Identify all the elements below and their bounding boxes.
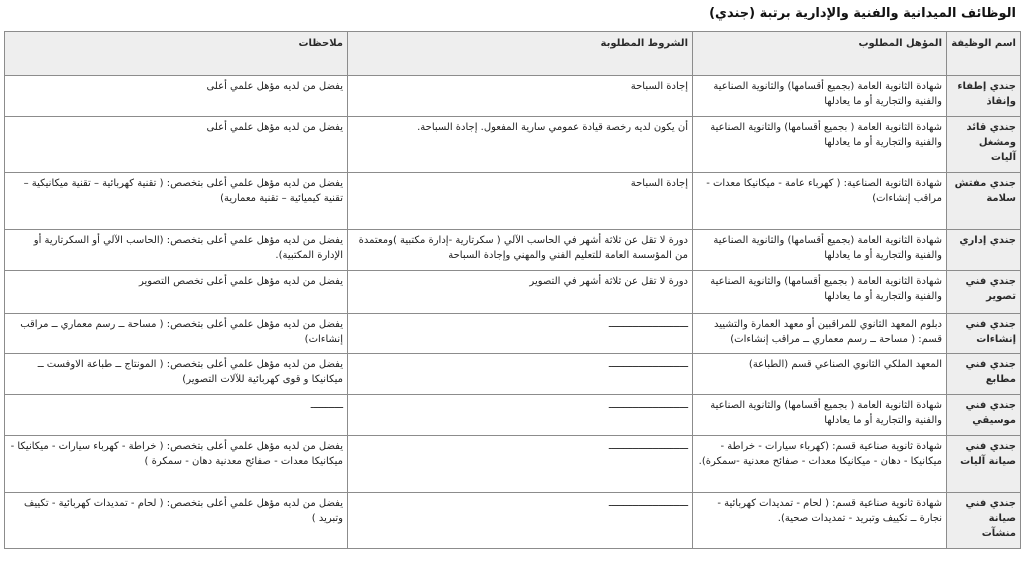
conditions-cell: أن يكون لديه رخصة قيادة عمومي سارية المفعول. إجادة السباحة. [348,117,693,173]
notes-cell: يفضل من لديه مؤهل علمي أعلى بتخصص: ( خراطة - كهرباء سيارات - ميكانيكا - ميكانيكا معدات - صفائح معدنية دهان - سمكرة ) [5,436,348,493]
qualification-cell: شهادة الثانوية العامة ( بجميع أقسامها) والثانوية الصناعية والفنية والتجارية أو ما يعادلها [693,271,947,314]
job-name-cell: جندي مفتش سلامة [947,173,1021,230]
notes-cell: يفضل من لديه مؤهل علمي أعلى بتخصص: (الحاسب الآلي أو السكرتارية أو الإدارة المكتبية). [5,230,348,271]
notes-cell: يفضل من لديه مؤهل علمي أعلى [5,76,348,117]
job-name-cell: جندي فني صيانة منشآت [947,493,1021,549]
job-name-cell: جندي فني إنشاءات [947,314,1021,354]
job-name-cell: جندي فني تصوير [947,271,1021,314]
conditions-cell: ـــــــــــــــــــــــــــ [348,436,693,493]
table-row [5,395,1021,436]
table-row [5,271,1021,314]
table-row [5,173,1021,230]
table-row [5,314,1021,354]
qualification-cell: شهادة ثانوية صناعية قسم: ( لحام - تمديدات كهربائية - نجارة ــ تكييف وتبريد - تمديدات صحية). [693,493,947,549]
header-conditions: الشروط المطلوبة [348,32,693,76]
notes-cell: يفضل من لديه مؤهل علمي أعلى [5,117,348,173]
table-row [5,117,1021,173]
job-name-cell: جندي فني موسيقي [947,395,1021,436]
qualification-cell: شهادة ثانوية صناعية قسم: (كهرباء سيارات - خراطة - ميكانيكا - دهان - ميكانيكا معدات - صفائح معدنية -سمكرة). [693,436,947,493]
conditions-cell: ـــــــــــــــــــــــــــ [348,354,693,395]
conditions-cell: ـــــــــــــــــــــــــــ [348,314,693,354]
header-row [5,32,1021,76]
job-name-cell: جندي إطفاء وإنقاذ [947,76,1021,117]
conditions-cell: إجادة السباحة [348,76,693,117]
conditions-cell: ـــــــــــــــــــــــــــ [348,395,693,436]
conditions-cell: إجادة السباحة [348,173,693,230]
job-name-cell: جندي قائد ومشغل آليات [947,117,1021,173]
qualification-cell: شهادة الثانوية العامة (بجميع أقسامها) والثانوية الصناعية والفنية والتجارية أو ما يعادلها [693,76,947,117]
notes-cell: يفضل من لديه مؤهل علمي أعلى بتخصص: ( المونتاج ــ طباعة الاوفست ــ ميكانيكا و قوى كهربائية للآلات التصوير) [5,354,348,395]
jobs-table [4,31,1021,549]
table-row [5,76,1021,117]
qualification-cell: شهادة الثانوية العامة ( بجميع أقسامها) والثانوية الصناعية والفنية والتجارية أو ما يعادلها [693,117,947,173]
header-notes: ملاحظات [5,32,348,76]
qualification-cell: شهادة الثانوية العامة (بجميع أقسامها) والثانوية الصناعية والفنية والتجارية أو ما يعادلها [693,230,947,271]
table-row [5,493,1021,549]
qualification-cell: دبلوم المعهد الثانوي للمراقبين أو معهد العمارة والتشييد قسم: ( مساحة ــ رسم معماري ــ مراقب إنشاءات) [693,314,947,354]
job-name-cell: جندي فني صيانة آليات [947,436,1021,493]
notes-cell: يفضل من لديه مؤهل علمي أعلى بتخصص: ( لحام - تمديدات كهربائية - تكييف وتبريد ) [5,493,348,549]
table-row [5,436,1021,493]
notes-cell: يفضل من لديه مؤهل علمي أعلى تخصص التصوير [5,271,348,314]
page-title: الوظائف الميدانية والفنية والإدارية برتبة (جندي) [709,6,1016,21]
qualification-cell: شهادة الثانوية العامة ( بجميع أقسامها) والثانوية الصناعية والفنية والتجارية أو ما يعادلها [693,395,947,436]
conditions-cell: دورة لا تقل عن ثلاثة أشهر في التصوير [348,271,693,314]
table-header [5,32,1021,76]
table-row [5,230,1021,271]
notes-cell: يفضل من لديه مؤهل علمي أعلى بتخصص: ( تقنية كهربائية – تقنية ميكانيكية – تقنية كيميائية – تقنية معمارية) [5,173,348,230]
qualification-cell: المعهد الملكي الثانوي الصناعي قسم (الطباعة) [693,354,947,395]
notes-cell: يفضل من لديه مؤهل علمي أعلى بتخصص: ( مساحة ــ رسم معماري ــ مراقب إنشاءات) [5,314,348,354]
table-row [5,354,1021,395]
job-name-cell: جندي إداري [947,230,1021,271]
job-name-cell: جندي فني مطابع [947,354,1021,395]
conditions-cell: دورة لا تقل عن ثلاثة أشهر في الحاسب الآلي ( سكرتارية -إدارة مكتبية )ومعتمدة من المؤسسة العامة للتعليم الفني والمهني وإجادة السباحة [348,230,693,271]
notes-cell: ـــــــــــ [5,395,348,436]
table-body [5,76,1021,549]
header-job-name: اسم الوظيفة [947,32,1021,76]
qualification-cell: شهادة الثانوية الصناعية: ( كهرباء عامة - ميكانيكا معدات - مراقب إنشاءات) [693,173,947,230]
header-qualification: المؤهل المطلوب [693,32,947,76]
conditions-cell: ـــــــــــــــــــــــــــ [348,493,693,549]
